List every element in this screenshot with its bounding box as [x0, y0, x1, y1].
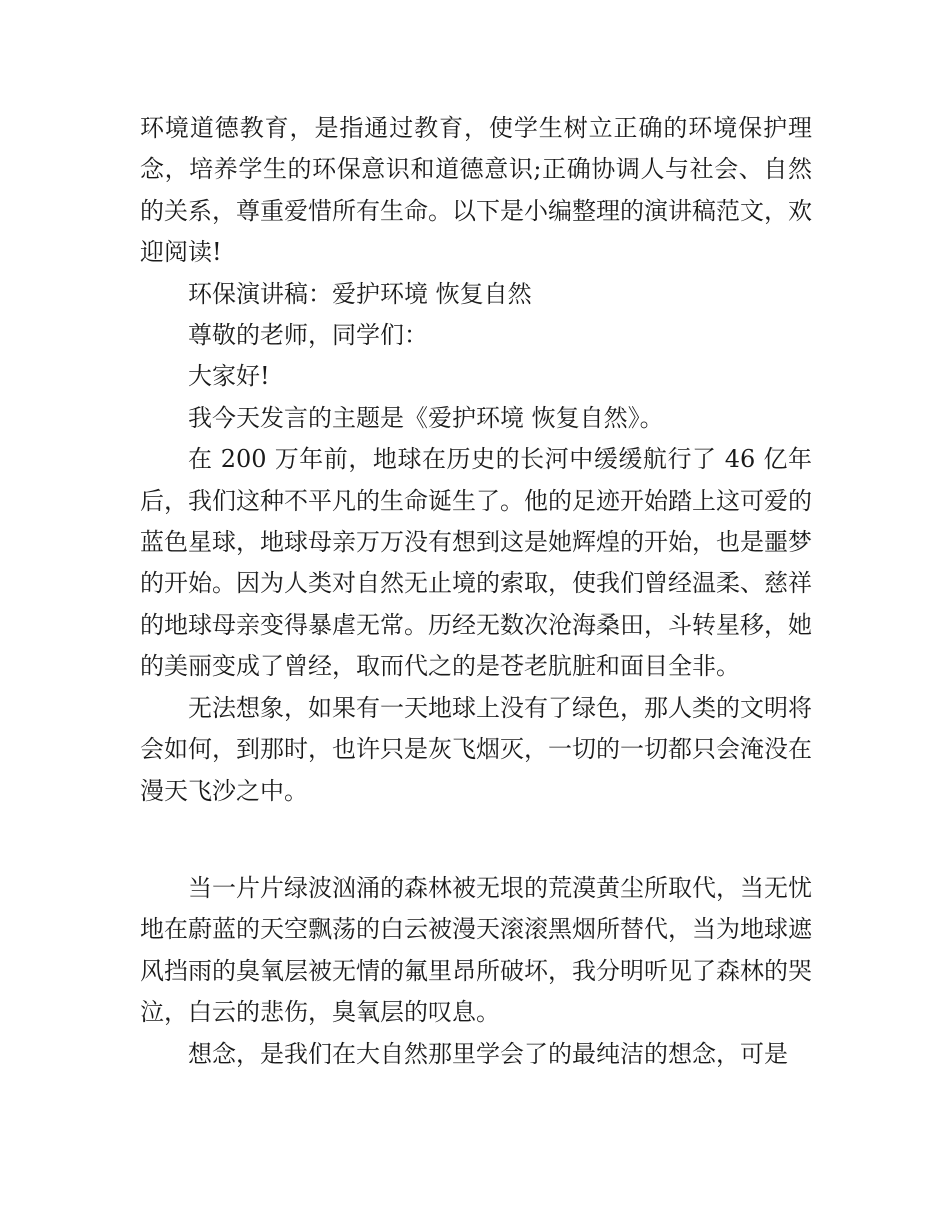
body-paragraph-longing: 想念，是我们在大自然那里学会了的最纯洁的想念，可是: [188, 1039, 788, 1068]
salutation: 尊敬的老师，同学们：: [188, 321, 428, 350]
body-paragraph-forest: 当一片片绿波汹涌的森林被无垠的荒漠黄尘所取代，当无忧地在蔚蓝的天空飘荡的白云被漫天滚滚黑烟所替代，当为地球遮风挡雨的臭氧层被无情的氟里昂所破坏，我分明听见了森林的哭泣，白云的悲伤，臭氧层的叹息。: [140, 873, 812, 1027]
paragraph-gap: [140, 812, 812, 868]
body-paragraph-history: 在 200 万年前，地球在历史的长河中缓缓航行了 46 亿年后，我们这种不平凡的生命诞生了。他的足迹开始踏上这可爱的蓝色星球，地球母亲万万没有想到这是她辉煌的开始，也是噩梦的开始。因为人类对自然无止境的索取，使我们曾经温柔、慈祥的地球母亲变得暴虐无常。历经无数次沧海桑田，斗转星移，她的美丽变成了曾经，取而代之的是苍老肮脏和面目全非。: [140, 445, 812, 681]
greeting: 大家好!: [188, 362, 270, 391]
intro-paragraph: 环境道德教育，是指通过教育，使学生树立正确的环境保护理念，培养学生的环保意识和道德意识;正确协调人与社会、自然的关系，尊重爱惜所有生命。以下是小编整理的演讲稿范文，欢迎阅读!: [140, 114, 812, 267]
body-paragraph-imagine: 无法想象，如果有一天地球上没有了绿色，那人类的文明将会如何，到那时，也许只是灰飞烟灭，一切的一切都只会淹没在漫天飞沙之中。: [140, 693, 812, 805]
topic-statement: 我今天发言的主题是《爱护环境 恢复自然》。: [188, 403, 664, 432]
speech-title: 环保演讲稿：爱护环境 恢复自然: [188, 279, 532, 308]
document-page: [140, 108, 812, 1075]
